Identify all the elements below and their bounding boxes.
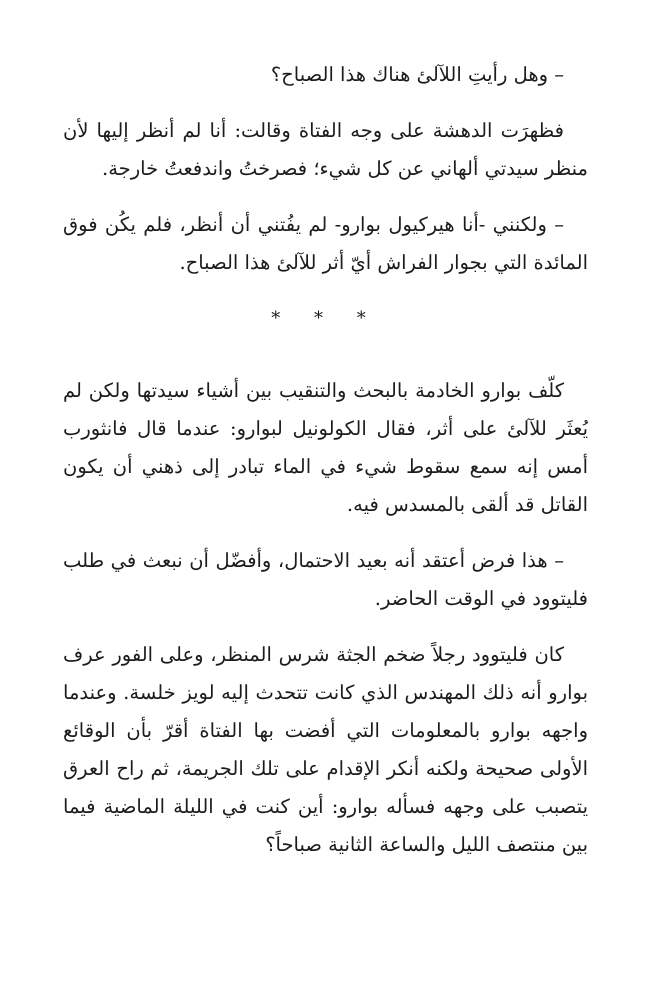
dialogue-paragraph: – ولكنني -أنا هيركيول بوارو- لم يفُتني أن أنظر، فلم يكُن فوق المائدة التي بجوار الفراش أيّ أثر للآلئ هذا الصباح. [63, 213, 588, 274]
narration-paragraph: فظهرَت الدهشة على وجه الفتاة وقالت: أنا لم أنظر إليها لأن منظر سيدتي ألهاني عن كل شيء؛ فصرختُ واندفعتُ خارجة. [63, 119, 588, 180]
narration-paragraph: كان فليتوود رجلاً ضخم الجثة شرس المنظر، وعلى الفور عرف بوارو أنه ذلك المهندس الذي كانت تتحدث إليه لويز خلسة. وعندما واجهه بوارو بالمعلومات التي أفضت بها الفتاة أقرّ بأن الوقائع الأولى صحيحة ولكنه أنكر الإقدام على تلك الجريمة، ثم راح العرق يتصبب على وجهه فسأله بوارو: أين كنت في الليلة الماضية فيما بين منتصف الليل والساعة الثانية صباحاً؟ [63, 643, 588, 856]
book-page [63, 56, 588, 882]
dialogue-paragraph: – وهل رأيتِ اللآلئ هناك هذا الصباح؟ [270, 63, 564, 86]
narration-paragraph: كلّف بوارو الخادمة بالبحث والتنقيب بين أشياء سيدتها ولكن لم يُعثَر للآلئ على أثر، فقال الكولونيل لبوارو: عندما قال فانثورب أمس إنه سمع سقوط شيء في الماء تبادر إلى ذهني أن يكون القاتل قد ألقى بالمسدس فيه. [63, 379, 588, 516]
dialogue-paragraph: – هذا فرض أعتقد أنه بعيد الاحتمال، وأفضّل أن نبعث في طلب فليتوود في الوقت الحاضر. [63, 549, 588, 610]
section-divider: * * * [271, 308, 380, 329]
